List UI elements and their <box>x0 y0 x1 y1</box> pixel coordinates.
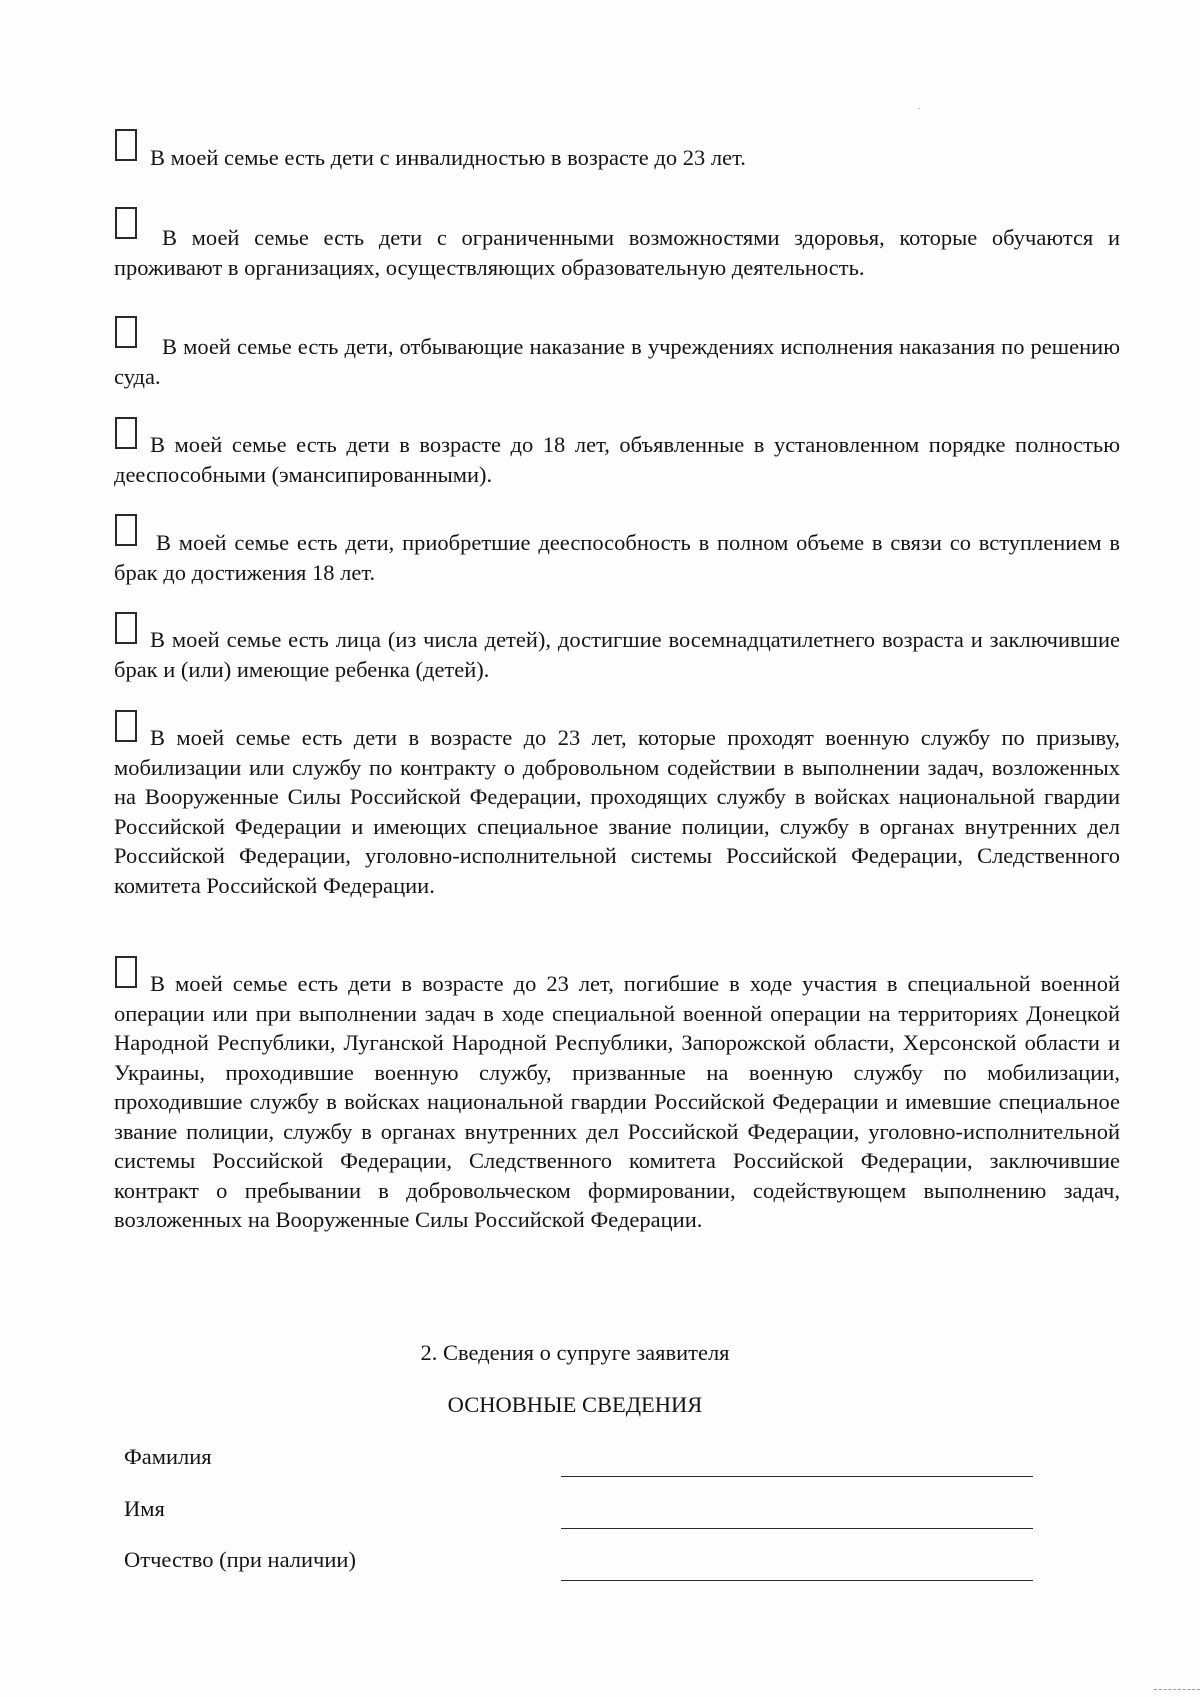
option-children-serving-sentence <box>114 332 1120 391</box>
patronymic-label: Отчество (при наличии) <box>124 1547 356 1572</box>
first-name-field[interactable] <box>561 1504 1033 1529</box>
option-children-limited-health <box>114 223 1120 282</box>
option-text: В моей семье есть дети, приобретшие дееспособность в полном объеме в связи со вступлением в брак до достижения 18 лет. <box>114 530 1120 585</box>
option-text: В моей семье есть дети с инвалидностью в возрасте до 23 лет. <box>150 145 746 170</box>
surname-label: Фамилия <box>124 1444 212 1469</box>
option-text: В моей семье есть дети в возрасте до 23 лет, погибшие в ходе участия в специальной военной операции или при выполнении задач в ходе специальной военной операции на территориях Донецкой Народной Республики, Луганской Народной Республики, Запорожской области, Херсонской области и Украины, проходившие военную службу, призванные на военную службу по мобилизации, проходившие службу в войсках национальной гвардии Российской Федерации и имевшие специальное звание полиции, службу в органах внутренних дел Российской Федерации, уголовно-исполнительной системы Российской Федерации, Следственного комитета Российской Федерации, заключившие контракт о пребывании в добровольческом формировании, содействующем выполнению задач, возложенных на Вооруженные Силы Российской Федерации. <box>114 971 1120 1232</box>
section-subheading: ОСНОВНЫЕ СВЕДЕНИЯ <box>447 1392 703 1417</box>
option-text: В моей семье есть лица (из числа детей), достигшие восемнадцатилетнего возраста и заключившие брак и (или) имеющие ребенка (детей). <box>114 627 1120 682</box>
option-text: В моей семье есть дети с ограниченными возможностями здоровья, которые обучаются и проживают в организациях, осуществляющих образовательную деятельность. <box>114 225 1120 280</box>
scan-speck <box>918 108 920 109</box>
patronymic-field[interactable] <box>561 1556 1033 1581</box>
option-emancipated-children <box>114 430 1120 489</box>
option-disabled-children-under-23 <box>114 143 1120 173</box>
option-capacity-by-marriage <box>114 528 1120 587</box>
option-text: В моей семье есть дети в возрасте до 23 лет, которые проходят военную службу по призыву, мобилизации или службу по контракту о добровольном содействии в выполнении задач, возложенных на Вооруженные Силы Российской Федерации, проходящих службу в войсках национальной гвардии Российской Федерации и имеющих специальное звание полиции, службу в органах внутренних дел Российской Федерации, уголовно-исполнительной системы Российской Федерации, Следственного комитета Российской Федерации. <box>114 725 1120 898</box>
option-text: В моей семье есть дети, отбывающие наказание в учреждениях исполнения наказания по решению суда. <box>114 334 1120 389</box>
option-children-military-service <box>114 723 1120 900</box>
first-name-label: Имя <box>124 1496 165 1521</box>
option-children-killed-svo <box>114 969 1120 1235</box>
surname-field[interactable] <box>561 1452 1033 1477</box>
section-heading: 2. Сведения о супруге заявителя <box>420 1340 730 1365</box>
scan-edge-marks <box>1154 1689 1200 1692</box>
option-adult-married-or-parent <box>114 625 1120 684</box>
option-text: В моей семье есть дети в возрасте до 18 лет, объявленные в установленном порядке полностью дееспособными (эмансипированными). <box>114 432 1120 487</box>
